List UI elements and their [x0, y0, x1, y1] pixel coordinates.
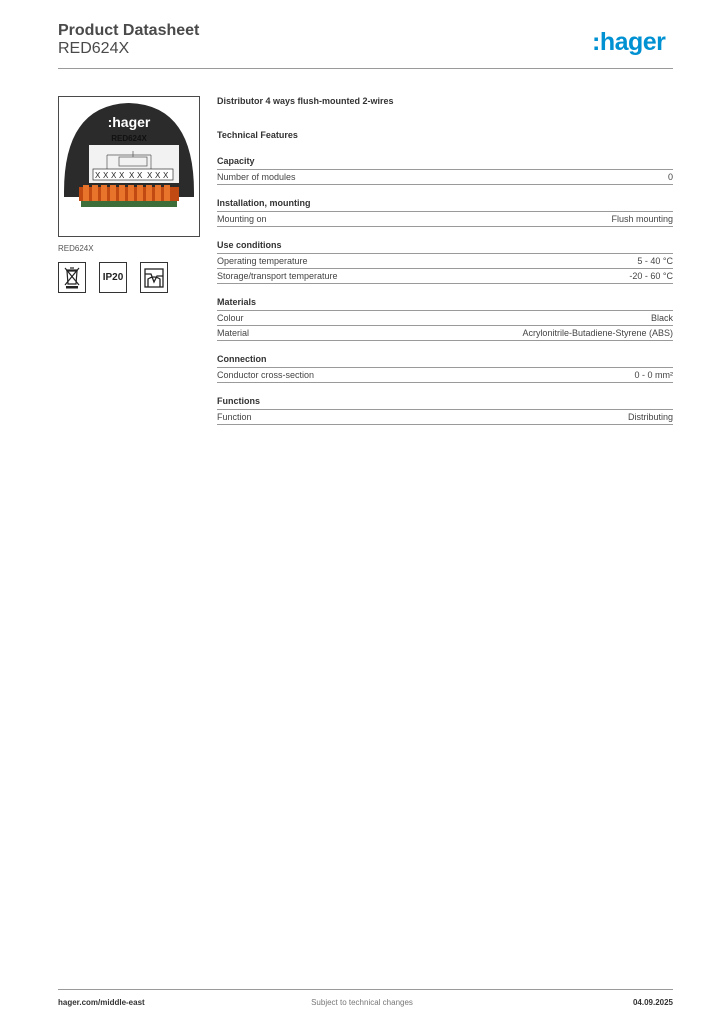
device-brand-text: :hager: [107, 114, 151, 130]
product-image: [58, 96, 200, 237]
svg-text:X: X: [103, 171, 109, 180]
product-illustration: [59, 97, 199, 236]
footer-website-link[interactable]: hager.com/middle-east: [58, 998, 145, 1007]
spec-label: Storage/transport temperature: [217, 271, 338, 281]
spec-row: [217, 368, 673, 383]
svg-text:X: X: [137, 171, 143, 180]
terminal-x-labels: [95, 171, 169, 180]
section-connection: [217, 353, 673, 383]
spec-value: 0: [667, 172, 673, 182]
section-title: Functions: [217, 395, 673, 410]
footer-notice: Subject to technical changes: [311, 998, 413, 1007]
header-divider: [58, 68, 673, 69]
spec-label: Colour: [217, 313, 244, 323]
spec-row: [217, 170, 673, 185]
weee-badge: [58, 262, 86, 293]
certification-badges: [58, 262, 168, 293]
flush-box-badge: [140, 262, 168, 293]
technical-features-heading: Technical Features: [217, 130, 298, 140]
svg-text:X: X: [163, 171, 169, 180]
spec-label: Material: [217, 328, 250, 338]
spec-value: Acrylonitrile-Butadiene-Styrene (ABS): [522, 328, 673, 338]
section-functions: [217, 395, 673, 425]
footer-divider: [58, 989, 673, 990]
svg-text:X: X: [155, 171, 161, 180]
spec-label: Mounting on: [217, 214, 267, 224]
device-model-text: RED624X: [111, 134, 147, 143]
page-title: Product Datasheet: [58, 22, 200, 39]
ip20-badge: [99, 262, 127, 293]
ip20-label: IP20: [102, 272, 124, 283]
svg-text:X: X: [129, 171, 135, 180]
spec-value: -20 - 60 °C: [629, 271, 673, 281]
technical-content: [217, 95, 673, 437]
product-description: Distributor 4 ways flush-mounted 2-wires: [217, 96, 394, 106]
section-title: Installation, mounting: [217, 197, 673, 212]
spec-label: Function: [217, 412, 252, 422]
spec-row: [217, 212, 673, 227]
section-capacity: [217, 155, 673, 185]
section-materials: [217, 296, 673, 341]
spec-value: 0 - 0 mm²: [634, 370, 673, 380]
spec-row: [217, 254, 673, 269]
hager-logo: :hager: [592, 28, 666, 56]
section-title: Connection: [217, 353, 673, 368]
spec-label: Operating temperature: [217, 256, 308, 266]
section-installation: [217, 197, 673, 227]
spec-value: Flush mounting: [611, 214, 673, 224]
spec-value: Black: [650, 313, 673, 323]
spec-value: Distributing: [627, 412, 673, 422]
pcb-base: [81, 201, 177, 207]
section-title: Materials: [217, 296, 673, 311]
product-reference: RED624X: [58, 40, 130, 57]
weee-bin-icon: [62, 266, 82, 290]
spec-row: [217, 311, 673, 326]
spec-label: Conductor cross-section: [217, 370, 315, 380]
svg-text:X: X: [147, 171, 153, 180]
image-caption: RED624X: [58, 244, 94, 253]
flush-box-icon: [143, 267, 165, 289]
svg-text:X: X: [119, 171, 125, 180]
svg-text:X: X: [95, 171, 101, 180]
svg-text:X: X: [111, 171, 117, 180]
section-title: Capacity: [217, 155, 673, 170]
footer-date: 04.09.2025: [632, 998, 673, 1007]
section-title: Use conditions: [217, 239, 673, 254]
spec-value: 5 - 40 °C: [637, 256, 673, 266]
section-use-conditions: [217, 239, 673, 284]
spec-label: Number of modules: [217, 172, 296, 182]
spec-row: [217, 410, 673, 425]
spec-row: [217, 269, 673, 284]
spec-row: [217, 326, 673, 341]
